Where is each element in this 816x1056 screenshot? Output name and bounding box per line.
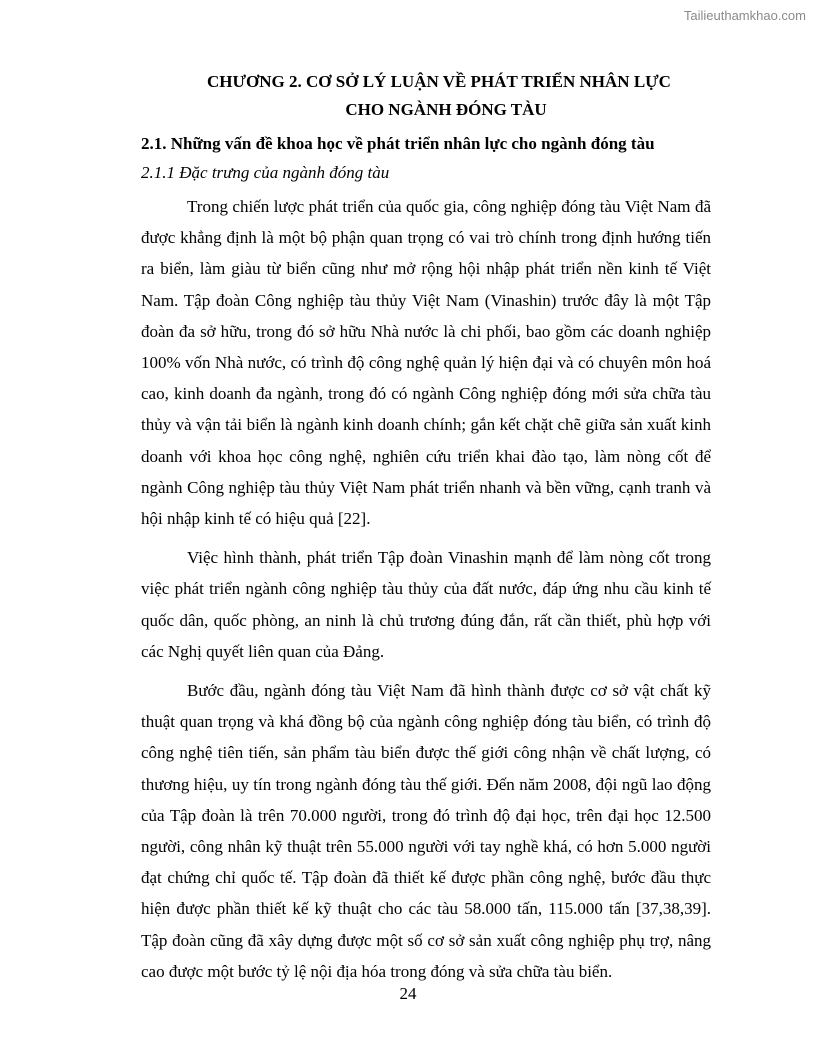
page-number: 24 <box>399 984 417 1003</box>
paragraph-1: Trong chiến lược phát triển của quốc gia, công nghiệp đóng tàu Việt Nam đã được khẳng định là một bộ phận quan trọng có vai trò chính trong định hướng tiến ra biển, làm giàu từ biển cũng như mở rộng hội nhập phát triển nền kinh tế Việt Nam. Tập đoàn Công nghiệp tàu thủy Việt Nam (Vinashin) trước đây là một Tập đoàn đa sở hữu, trong đó sở hữu Nhà nước là chi phối, bao gồm các doanh nghiệp 100% vốn Nhà nước, có trình độ công nghệ quản lý hiện đại và có chuyên môn hoá cao, kinh doanh đa ngành, trong đó có ngành Công nghiệp đóng mới sửa chữa tàu thủy và vận tải biển là ngành kinh doanh chính; gắn kết chặt chẽ giữa sản xuất kinh doanh với khoa học công nghệ, nghiên cứu triển khai đào tạo, làm nòng cốt để ngành Công nghiệp tàu thủy Việt Nam phát triển nhanh và bền vững, cạnh tranh và hội nhập kinh tế có hiệu quả [22]. <box>141 197 711 529</box>
chapter-title-line-2: CHO NGÀNH ĐÓNG TÀU <box>345 100 547 119</box>
paragraph-2: Việc hình thành, phát triển Tập đoàn Vinashin mạnh để làm nòng cốt trong việc phát triển ngành công nghiệp tàu thủy của đất nước, đáp ứng nhu cầu kinh tế quốc dân, quốc phòng, an ninh là chủ trương đúng đắn, rất cần thiết, phù hợp với các Nghị quyết liên quan của Đảng. <box>141 548 711 661</box>
watermark-text: Tailieuthamkhao.com <box>683 8 806 23</box>
chapter-title <box>141 68 711 124</box>
document-page <box>141 68 711 995</box>
chapter-title-line-1: CHƯƠNG 2. CƠ SỞ LÝ LUẬN VỀ PHÁT TRIỂN NHÂN LỰC <box>207 72 671 91</box>
section-heading: 2.1. Những vấn đề khoa học về phát triển nhân lực cho ngành đóng tàu <box>141 134 655 153</box>
subsection-heading: 2.1.1 Đặc trưng của ngành đóng tàu <box>141 163 390 182</box>
paragraph-3: Bước đầu, ngành đóng tàu Việt Nam đã hình thành được cơ sở vật chất kỹ thuật quan trọng và khá đồng bộ của ngành công nghiệp đóng tàu biển, có trình độ công nghệ tiên tiến, sản phẩm tàu biển được thế giới công nhận về chất lượng, có thương hiệu, uy tín trong ngành đóng tàu thế giới. Đến năm 2008, đội ngũ lao động của Tập đoàn là trên 70.000 người, trong đó trình độ đại học, trên đại học 12.500 người, công nhân kỹ thuật trên 55.000 người với tay nghề khá, có hơn 5.000 người đạt chứng chỉ quốc tế. Tập đoàn đã thiết kế được phần công nghệ, bước đầu thực hiện được phần thiết kế kỹ thuật cho các tàu 58.000 tấn, 115.000 tấn [37,38,39]. Tập đoàn cũng đã xây dựng được một số cơ sở sản xuất công nghiệp phụ trợ, nâng cao được một bước tỷ lệ nội địa hóa trong đóng và sửa chữa tàu biển. <box>141 681 711 981</box>
